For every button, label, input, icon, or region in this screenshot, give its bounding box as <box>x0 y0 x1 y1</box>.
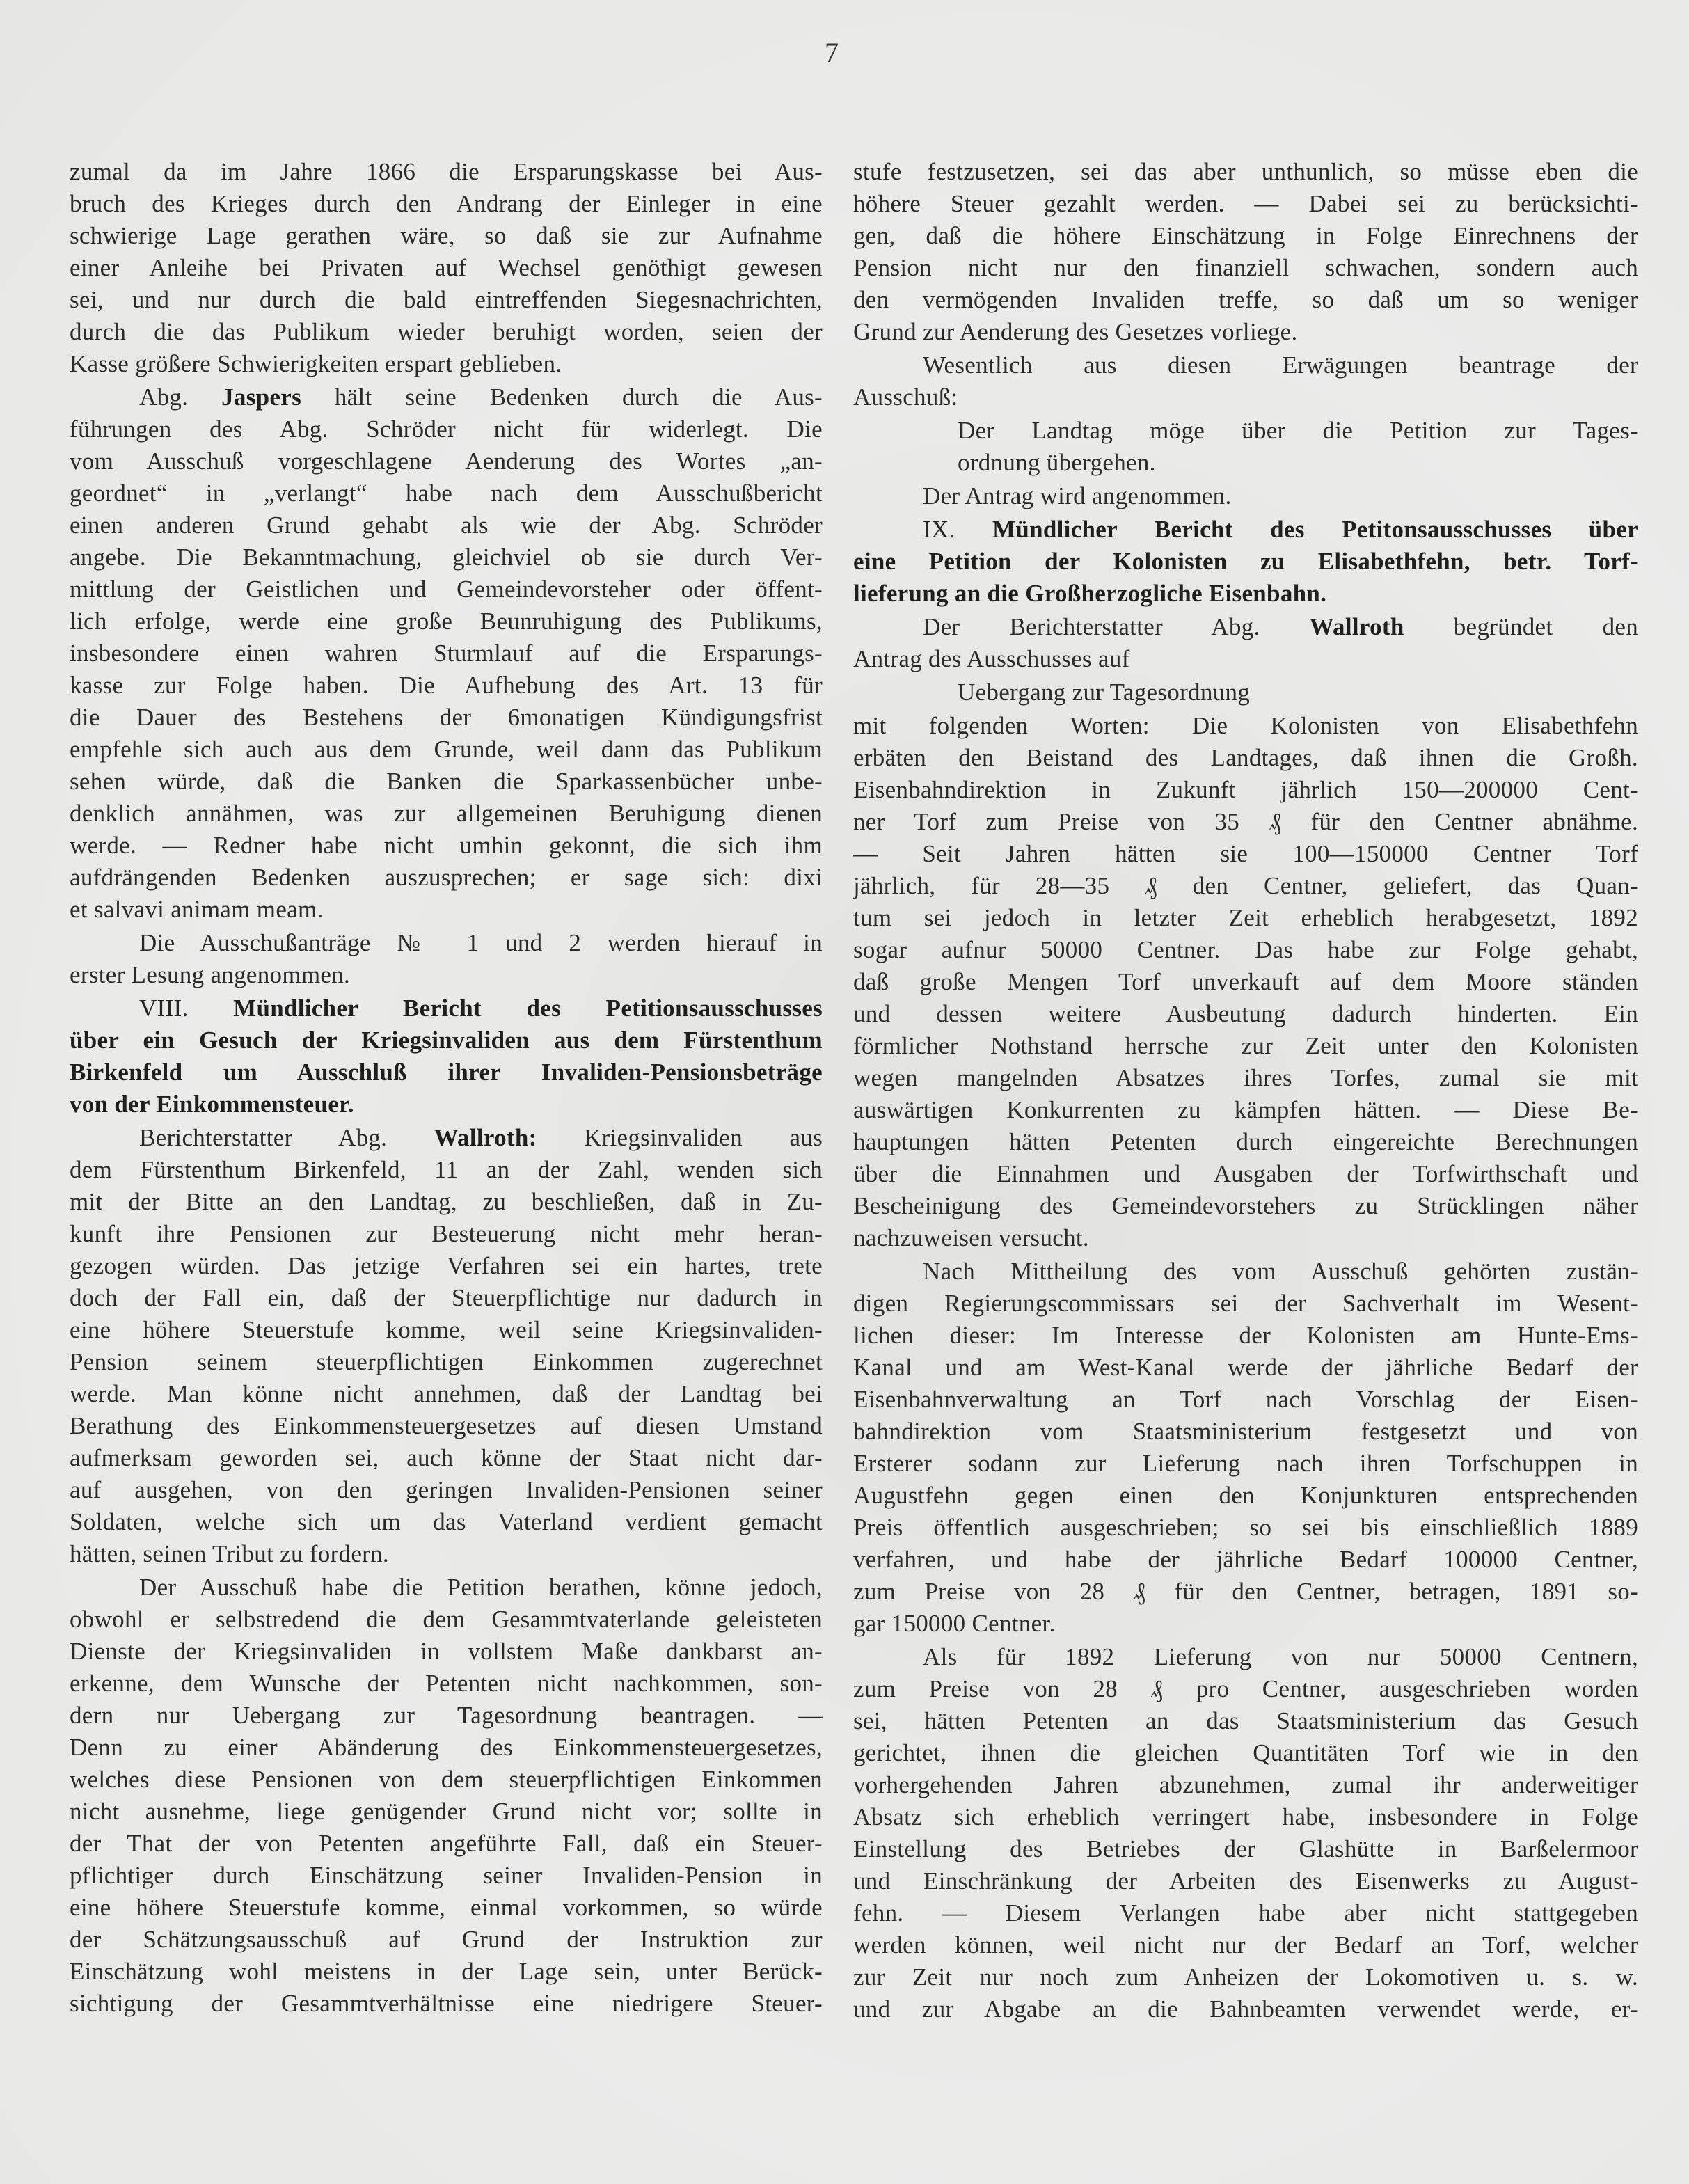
bold-text: eine Petition der Kolonisten zu Elisabethfehn, betr. Torf- <box>853 548 1638 575</box>
text-line: Pension seinem steuerpflichtigen Einkommen zugerechnet <box>70 1348 823 1375</box>
paragraph <box>70 1122 823 1570</box>
text-line: ner Torf zum Preise von 35 ₰ für den Centner abnähme. <box>853 808 1638 835</box>
text-line: hätten, seinen Tribut zu fordern. <box>70 1540 389 1567</box>
text-line: sei, hätten Petenten an das Staatsministerium das Gesuch <box>853 1707 1638 1734</box>
text-line: Nach Mittheilung des vom Ausschuß gehörten zustän- <box>923 1258 1638 1285</box>
text-line: und zur Abgabe an die Bahnbeamten verwendet werde, er- <box>853 1995 1638 2023</box>
text-line <box>70 381 823 413</box>
text-line: gen, daß die höhere Einschätzung in Folge Einrechnens der <box>853 222 1638 249</box>
text-column-left <box>70 156 823 2021</box>
paragraph <box>853 676 1638 709</box>
bold-text: Birkenfeld um Ausschluß ihrer Invaliden-Pensionsbeträge <box>70 1059 823 1086</box>
text-line: werde. Man könne nicht annehmen, daß der Landtag bei <box>70 1380 823 1407</box>
section-heading <box>70 992 823 1121</box>
text-line: Pension nicht nur den finanziell schwachen, sondern auch <box>853 254 1638 281</box>
text-line: mit der Bitte an den Landtag, zu beschließen, daß in Zu- <box>70 1188 823 1215</box>
text-line: hauptungen hätten Petenten durch eingereichte Berechnungen <box>853 1128 1638 1155</box>
text-line: Wesentlich aus diesen Erwägungen beantrage der <box>923 351 1638 379</box>
text-line: Ausschuß: <box>853 383 958 411</box>
text-line: daß große Mengen Torf unverkauft auf dem Moore ständen <box>853 968 1638 995</box>
section-heading <box>853 514 1638 610</box>
text-line: Kasse größere Schwierigkeiten erspart geblieben. <box>70 350 562 377</box>
text-line: zur Zeit nur noch zum Anheizen der Lokomotiven u. s. w. <box>853 1963 1638 1991</box>
text-line <box>70 1024 823 1057</box>
bold-text: Wallroth: <box>434 1124 537 1151</box>
text-line: geordnet“ in „verlangt“ habe nach dem Ausschußbericht <box>70 480 823 507</box>
text-line: dem Fürstenthum Birkenfeld, 11 an der Zahl, wenden sich <box>70 1156 823 1183</box>
text-line: Berathung des Einkommensteuergesetzes auf diesen Umstand <box>70 1412 823 1439</box>
text-line: doch der Fall ein, daß der Steuerpflichtige nur dadurch in <box>70 1284 823 1311</box>
text-line: erbäten den Beistand des Landtages, daß ihnen die Großh. <box>853 744 1638 771</box>
text-line: Absatz sich erheblich verringert habe, insbesondere in Folge <box>853 1803 1638 1830</box>
text-line: gerichtet, ihnen die gleichen Quantitäten Torf wie in den <box>853 1739 1638 1766</box>
paragraph <box>853 1641 1638 2025</box>
bold-text: Jaspers <box>221 383 302 411</box>
text-line: wegen mangelnden Absatzes ihres Torfes, zumal sie mit <box>853 1064 1638 1091</box>
text-line: zum Preise von 28 ₰ pro Centner, ausgeschrieben worden <box>853 1675 1638 1702</box>
text-line: die Dauer des Bestehens der 6monatigen Kündigungsfrist <box>70 704 823 731</box>
text-line: fehn. — Diesem Verlangen habe aber nicht stattgegeben <box>853 1899 1638 1926</box>
text-segment: Der Berichterstatter Abg. <box>923 613 1310 640</box>
text-line: welches diese Pensionen von dem steuerpflichtigen Einkommen <box>70 1766 823 1793</box>
text-line: mittlung der Geistlichen und Gemeindevorsteher oder öffent- <box>70 576 823 603</box>
text-line: höhere Steuer gezahlt werden. — Dabei sei zu berücksichti- <box>853 190 1638 217</box>
text-line: lichen dieser: Im Interesse der Kolonisten am Hunte-Ems- <box>853 1322 1638 1349</box>
paragraph <box>853 710 1638 1254</box>
text-line: dern nur Uebergang zur Tagesordnung beantragen. — <box>70 1702 823 1729</box>
text-segment: Abg. <box>139 383 222 411</box>
text-line: Als für 1892 Lieferung von nur 50000 Centnern, <box>923 1643 1638 1670</box>
text-line: jährlich, für 28—35 ₰ den Centner, geliefert, das Quan- <box>853 872 1638 899</box>
text-line: kasse zur Folge haben. Die Aufhebung des Art. 13 für <box>70 672 823 699</box>
text-segment: Berichterstatter Abg. <box>139 1124 434 1151</box>
text-line: der Schätzungsausschuß auf Grund der Instruktion zur <box>70 1926 823 1953</box>
text-line: ordnung übergehen. <box>958 449 1156 476</box>
text-line: der That der von Petenten angeführte Fall, daß ein Steuer- <box>70 1830 823 1857</box>
bold-text: von der Einkommensteuer. <box>70 1091 354 1118</box>
text-segment: hält seine Bedenken durch die Aus- <box>301 383 823 411</box>
paragraph <box>853 349 1638 413</box>
text-line: et salvavi animam meam. <box>70 896 324 923</box>
text-line <box>70 992 823 1024</box>
text-line: Einschätzung wohl meistens in der Lage sein, unter Berück- <box>70 1958 823 1985</box>
text-line: über die Einnahmen und Ausgaben der Torfwirthschaft und <box>853 1160 1638 1187</box>
paragraph <box>70 927 823 991</box>
text-line: Eisenbahndirektion in Zukunft jährlich 150—200000 Cent- <box>853 776 1638 803</box>
text-line: kunft ihre Pensionen zur Besteuerung nicht mehr heran- <box>70 1220 823 1247</box>
text-line: Denn zu einer Abänderung des Einkommensteuergesetzes, <box>70 1734 823 1761</box>
text-segment: VIII. <box>139 995 234 1022</box>
text-line: angebe. Die Bekanntmachung, gleichviel ob sie durch Ver- <box>70 544 823 571</box>
text-line: sogar aufnur 50000 Centner. Das habe zur Folge gehabt, <box>853 936 1638 963</box>
paragraph <box>70 381 823 926</box>
text-line: Der Antrag wird angenommen. <box>923 482 1232 509</box>
bold-text: lieferung an die Großherzogliche Eisenbahn. <box>853 580 1327 607</box>
text-line: durch die das Publikum wieder beruhigt worden, seien der <box>70 318 823 345</box>
text-line: pflichtiger durch Einschätzung seiner Invaliden-Pension in <box>70 1862 823 1889</box>
text-line: Der Landtag möge über die Petition zur Tages- <box>958 417 1638 444</box>
text-line: und Einschränkung der Arbeiten des Eisenwerks zu August- <box>853 1867 1638 1894</box>
text-line: eine höhere Steuerstufe komme, weil seine Kriegsinvaliden- <box>70 1316 823 1343</box>
text-line: einer Anleihe bei Privaten auf Wechsel genöthigt gewesen <box>70 254 823 281</box>
text-segment: Kriegsinvaliden aus <box>537 1124 823 1151</box>
text-line: aufdrängenden Bedenken auszusprechen; er sage sich: dixi <box>70 864 823 891</box>
text-line <box>853 578 1638 610</box>
paragraph <box>853 415 1638 479</box>
text-line: — Seit Jahren hätten sie 100—150000 Centner Torf <box>853 840 1638 867</box>
text-line: sei, und nur durch die bald eintreffenden Siegesnachrichten, <box>70 286 823 313</box>
text-line: Einstellung des Betriebes der Glashütte in Barßelermoor <box>853 1835 1638 1862</box>
text-line: nachzuweisen versucht. <box>853 1224 1089 1251</box>
text-line: Der Ausschuß habe die Petition berathen, könne jedoch, <box>139 1574 823 1601</box>
text-line: zum Preise von 28 ₰ für den Centner, betragen, 1891 so- <box>853 1578 1638 1605</box>
text-line: Ersterer sodann zur Lieferung nach ihren Torfschuppen in <box>853 1450 1638 1477</box>
page-number: 7 <box>825 37 839 68</box>
text-line: nicht ausnehme, liege genügender Grund nicht vor; sollte in <box>70 1798 823 1825</box>
bold-text: über ein Gesuch der Kriegsinvaliden aus dem Fürstenthum <box>70 1027 823 1054</box>
text-line: auswärtigen Konkurrenten zu kämpfen hätten. — Diese Be- <box>853 1096 1638 1123</box>
text-line <box>853 514 1638 546</box>
text-segment: begründet den <box>1404 613 1638 640</box>
bold-text: Mündlicher Bericht des Petitonsausschusses über <box>992 516 1638 543</box>
text-line: führungen des Abg. Schröder nicht für widerlegt. Die <box>70 416 823 443</box>
text-line: werden können, weil nicht nur der Bedarf an Torf, welcher <box>853 1931 1638 1959</box>
text-line: gezogen würden. Das jetzige Verfahren sei ein hartes, trete <box>70 1252 823 1279</box>
bold-text: Wallroth <box>1309 613 1404 640</box>
text-line: mit folgenden Worten: Die Kolonisten von Elisabethfehn <box>853 712 1638 739</box>
bold-text: Mündlicher Bericht des Petitionsausschusses <box>233 995 823 1022</box>
paragraph <box>853 611 1638 675</box>
text-line: aufmerksam geworden sei, auch könne der Staat nicht dar- <box>70 1444 823 1471</box>
text-line: Dienste der Kriegsinvaliden in vollstem Maße dankbarst an- <box>70 1638 823 1665</box>
text-line <box>853 611 1638 643</box>
paragraph <box>70 156 823 380</box>
text-line: den vermögenden Invaliden treffe, so daß um so weniger <box>853 286 1638 313</box>
text-line: werde. — Redner habe nicht umhin gekonnt, die sich ihm <box>70 832 823 859</box>
text-line: Die Ausschußanträge № 1 und 2 werden hierauf in <box>139 929 823 956</box>
text-line <box>70 1089 823 1121</box>
paragraph <box>70 1572 823 2020</box>
text-line: auf ausgehen, von den geringen Invaliden-Pensionen seiner <box>70 1476 823 1503</box>
text-line: obwohl er selbstredend die dem Gesammtvaterlande geleisteten <box>70 1606 823 1633</box>
text-line: Bescheinigung des Gemeindevorstehers zu Strücklingen näher <box>853 1192 1638 1219</box>
text-line: gar 150000 Centner. <box>853 1610 1056 1637</box>
text-line: tum sei jedoch in letzter Zeit erheblich herabgesetzt, 1892 <box>853 904 1638 931</box>
text-line: bruch des Krieges durch den Andrang der Einleger in eine <box>70 190 823 217</box>
text-line: digen Regierungscommissars sei der Sachverhalt im Wesent- <box>853 1290 1638 1317</box>
text-line: einen anderen Grund gehabt als wie der Abg. Schröder <box>70 512 823 539</box>
text-line: Augustfehn gegen einen den Konjunkturen entsprechenden <box>853 1482 1638 1509</box>
text-line: vorhergehenden Jahren abzunehmen, zumal ihr anderweitiger <box>853 1771 1638 1798</box>
text-line: lich erfolge, werde eine große Beunruhigung des Publikums, <box>70 608 823 635</box>
text-column-right <box>853 156 1638 2027</box>
text-line: schwierige Lage gerathen wäre, so daß sie zur Aufnahme <box>70 222 823 249</box>
text-line: sichtigung der Gesammtverhältnisse eine niedrigere Steuer- <box>70 1990 823 2017</box>
text-line <box>70 1122 823 1154</box>
text-line: Soldaten, welche sich um das Vaterland verdient gemacht <box>70 1508 823 1535</box>
text-line: Uebergang zur Tagesordnung <box>958 679 1251 706</box>
text-line: und dessen weitere Ausbeutung dadurch hinderten. Ein <box>853 1000 1638 1027</box>
text-line <box>853 546 1638 578</box>
text-line: Grund zur Aenderung des Gesetzes vorliege. <box>853 318 1298 345</box>
text-line: vom Ausschuß vorgeschlagene Aenderung des Wortes „an- <box>70 448 823 475</box>
text-line: förmlicher Nothstand herrsche zur Zeit unter den Kolonisten <box>853 1032 1638 1059</box>
text-line: sehen würde, daß die Banken die Sparkassenbücher unbe- <box>70 768 823 795</box>
text-segment: IX. <box>923 516 993 543</box>
text-line: Antrag des Ausschusses auf <box>853 645 1130 672</box>
text-line: empfehle sich auch aus dem Grunde, weil dann das Publikum <box>70 736 823 763</box>
text-line: Eisenbahnverwaltung an Torf nach Vorschlag der Eisen- <box>853 1386 1638 1413</box>
text-line: erster Lesung angenommen. <box>70 961 351 988</box>
text-line: eine höhere Steuerstufe komme, einmal vorkommen, so würde <box>70 1894 823 1921</box>
text-line: stufe festzusetzen, sei das aber unthunlich, so müsse eben die <box>853 158 1638 185</box>
paragraph <box>853 480 1638 512</box>
text-line: bahndirektion vom Staatsministerium festgesetzt und von <box>853 1418 1638 1445</box>
text-line: Kanal und am West-Kanal werde der jährliche Bedarf der <box>853 1354 1638 1381</box>
text-line: zumal da im Jahre 1866 die Ersparungskasse bei Aus- <box>70 158 823 185</box>
text-line: insbesondere einen wahren Sturmlauf auf die Ersparungs- <box>70 640 823 667</box>
text-line: erkenne, dem Wunsche der Petenten nicht nachkommen, son- <box>70 1670 823 1697</box>
text-line: denklich annähmen, was zur allgemeinen Beruhigung dienen <box>70 800 823 827</box>
paragraph <box>853 1256 1638 1640</box>
text-line: Preis öffentlich ausgeschrieben; so sei bis einschließlich 1889 <box>853 1514 1638 1541</box>
text-line: verfahren, und habe der jährliche Bedarf 100000 Centner, <box>853 1546 1638 1573</box>
text-line <box>70 1057 823 1089</box>
paragraph <box>853 156 1638 348</box>
